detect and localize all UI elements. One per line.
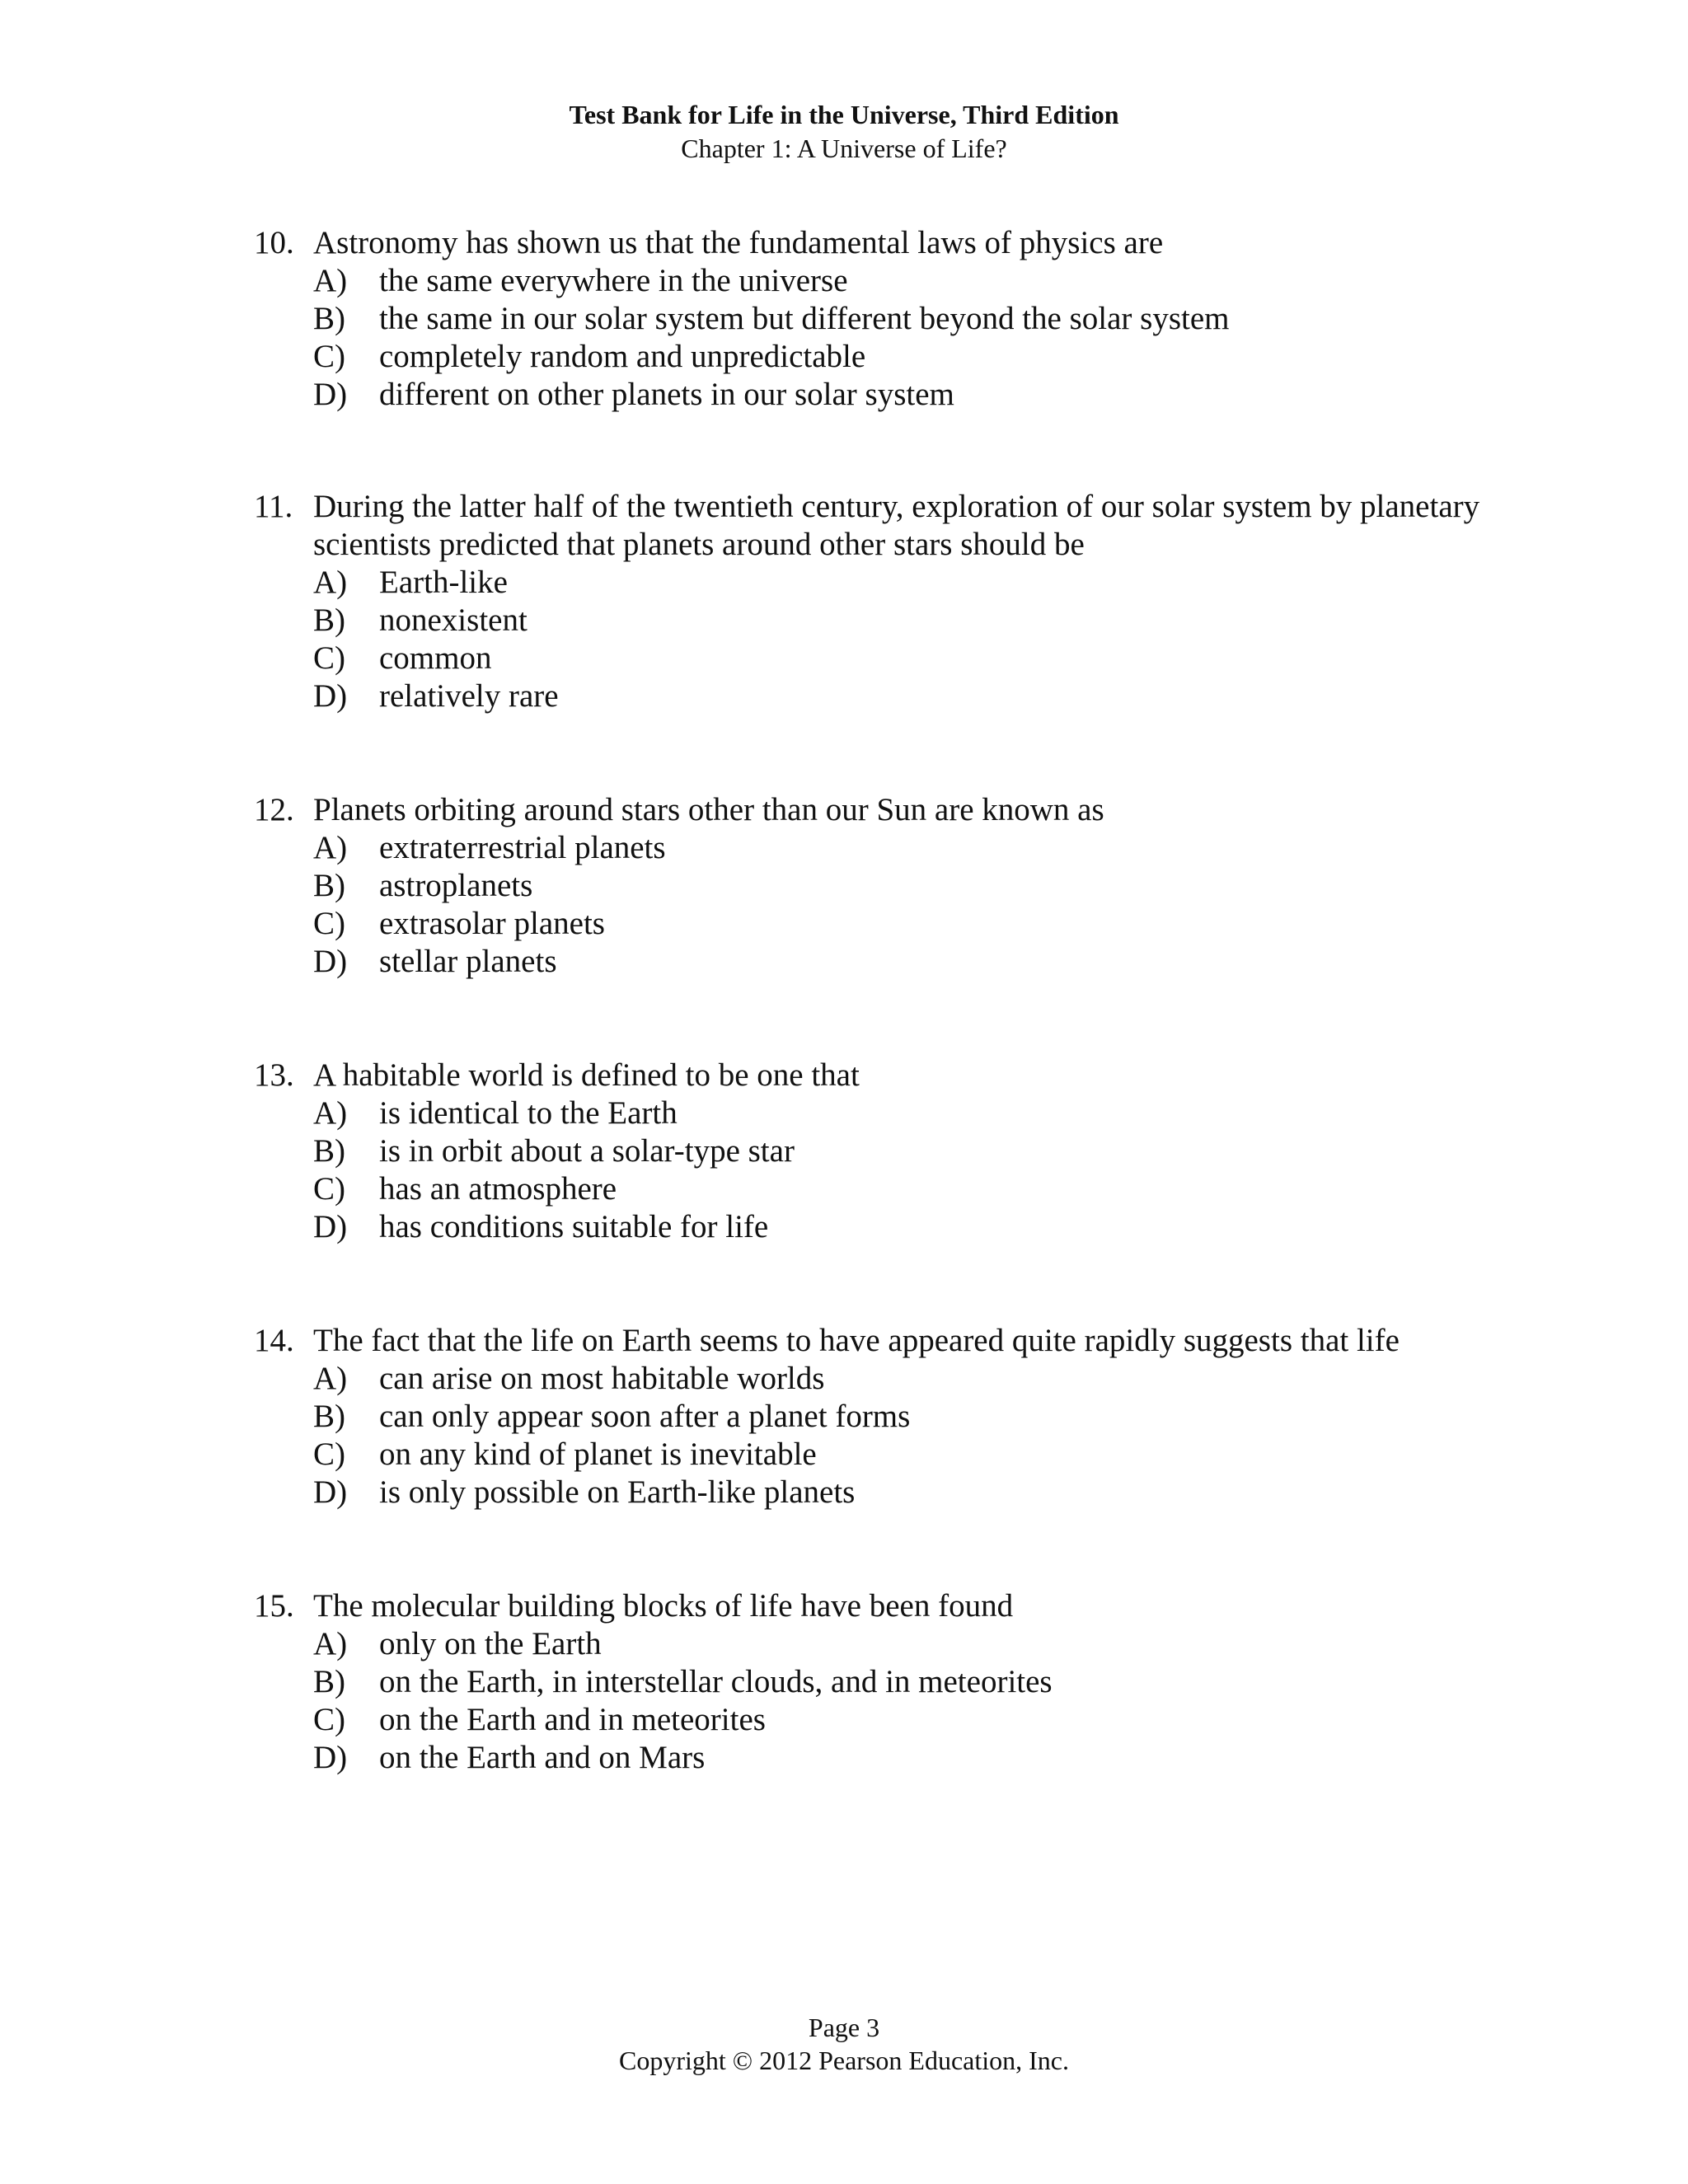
choice-text: completely random and unpredictable [379, 339, 866, 374]
choice-letter: D) [313, 1209, 348, 1244]
choice-letter: A) [313, 830, 348, 865]
question-stem [254, 791, 1490, 829]
question-number: 13. [254, 1057, 294, 1093]
question-number: 11. [254, 489, 293, 524]
choice-text: extraterrestrial planets [379, 830, 666, 865]
choice-text: on any kind of planet is inevitable [379, 1436, 817, 1472]
answer-choice-b [254, 602, 1490, 640]
question-stem [254, 1322, 1490, 1360]
choice-text: has conditions suitable for life [379, 1209, 769, 1244]
answer-choice-a [254, 1094, 1490, 1132]
answer-choice-c [254, 640, 1490, 677]
choice-letter: D) [313, 1474, 348, 1510]
answer-choice-d [254, 1208, 1490, 1246]
answer-choice-a [254, 829, 1490, 867]
page-footer [0, 2011, 1688, 2077]
question-text: Planets orbiting around stars other than our Sun are known as [313, 792, 1104, 827]
choice-text: is identical to the Earth [379, 1095, 678, 1131]
question-text: The fact that the life on Earth seems to have appeared quite rapidly suggests that life [313, 1323, 1400, 1358]
answer-choice-c [254, 905, 1490, 943]
choice-letter: B) [313, 602, 345, 638]
question-10 [254, 224, 1490, 414]
choice-letter: C) [313, 339, 345, 374]
question-11 [254, 488, 1490, 715]
answer-choice-c [254, 1170, 1490, 1208]
choice-letter: B) [313, 1399, 345, 1434]
choice-text: on the Earth and in meteorites [379, 1702, 766, 1737]
answer-choice-a [254, 1360, 1490, 1398]
choice-text: Earth-like [379, 565, 508, 600]
answer-choice-a [254, 564, 1490, 602]
answer-choice-d [254, 943, 1490, 981]
choice-letter: A) [313, 1626, 348, 1661]
choice-text: the same everywhere in the universe [379, 263, 848, 298]
choice-letter: D) [313, 1740, 348, 1775]
chapter-title: Chapter 1: A Universe of Life? [681, 134, 1007, 163]
answer-choice-d [254, 1739, 1490, 1777]
choice-text: only on the Earth [379, 1626, 602, 1661]
question-number: 15. [254, 1588, 294, 1624]
answer-choice-c [254, 1436, 1490, 1474]
choice-text: stellar planets [379, 944, 557, 979]
choice-text: common [379, 640, 492, 676]
choice-letter: C) [313, 906, 345, 941]
answer-choice-b [254, 300, 1490, 338]
choice-letter: D) [313, 377, 348, 412]
choice-text: has an atmosphere [379, 1171, 617, 1207]
choice-letter: D) [313, 678, 348, 714]
question-14 [254, 1322, 1490, 1511]
question-number: 10. [254, 225, 294, 260]
question-stem [254, 1057, 1490, 1094]
answer-choice-b [254, 1132, 1490, 1170]
question-text: Astronomy has shown us that the fundamental laws of physics are [313, 225, 1164, 260]
choice-text: on the Earth and on Mars [379, 1740, 706, 1775]
choice-text: the same in our solar system but different beyond the solar system [379, 301, 1230, 336]
question-text: The molecular building blocks of life have been found [313, 1588, 1014, 1624]
choice-text: on the Earth, in interstellar clouds, and in meteorites [379, 1664, 1053, 1699]
question-number: 14. [254, 1323, 294, 1358]
answer-choice-b [254, 1663, 1490, 1701]
copyright-notice: Copyright © 2012 Pearson Education, Inc. [619, 2046, 1069, 2075]
question-text: During the latter half of the twentieth century, exploration of our solar system by planetary scientists predicted that planets around other stars should be [313, 489, 1480, 562]
choice-letter: C) [313, 640, 345, 676]
question-13 [254, 1057, 1490, 1246]
answer-choice-a [254, 1625, 1490, 1663]
question-15 [254, 1587, 1490, 1777]
answer-choice-c [254, 338, 1490, 376]
choice-letter: B) [313, 1664, 345, 1699]
choice-text: relatively rare [379, 678, 559, 714]
choice-letter: A) [313, 1361, 348, 1396]
choice-text: can only appear soon after a planet forms [379, 1399, 911, 1434]
answer-choice-b [254, 867, 1490, 905]
question-stem [254, 1587, 1490, 1625]
question-stem [254, 488, 1490, 564]
choice-letter: C) [313, 1436, 345, 1472]
question-number: 12. [254, 792, 294, 827]
choice-text: different on other planets in our solar system [379, 377, 954, 412]
question-stem [254, 224, 1490, 262]
answer-choice-d [254, 1474, 1490, 1511]
choice-text: is only possible on Earth-like planets [379, 1474, 856, 1510]
document-title: Test Bank for Life in the Universe, Third Edition [569, 100, 1119, 129]
choice-letter: A) [313, 565, 348, 600]
choice-letter: A) [313, 1095, 348, 1131]
page-number: Page 3 [808, 2013, 880, 2042]
page-header [0, 97, 1688, 165]
question-text: A habitable world is defined to be one that [313, 1057, 860, 1093]
answer-choice-b [254, 1398, 1490, 1436]
choice-text: nonexistent [379, 602, 528, 638]
choice-letter: B) [313, 301, 345, 336]
choice-text: is in orbit about a solar-type star [379, 1133, 795, 1169]
question-12 [254, 791, 1490, 981]
choice-letter: C) [313, 1702, 345, 1737]
answer-choice-d [254, 376, 1490, 414]
choice-letter: C) [313, 1171, 345, 1207]
choice-letter: B) [313, 868, 345, 903]
answer-choice-c [254, 1701, 1490, 1739]
choice-text: can arise on most habitable worlds [379, 1361, 825, 1396]
answer-choice-a [254, 262, 1490, 300]
answer-choice-d [254, 677, 1490, 715]
choice-text: astroplanets [379, 868, 533, 903]
choice-letter: D) [313, 944, 348, 979]
choice-text: extrasolar planets [379, 906, 605, 941]
choice-letter: B) [313, 1133, 345, 1169]
choice-letter: A) [313, 263, 348, 298]
